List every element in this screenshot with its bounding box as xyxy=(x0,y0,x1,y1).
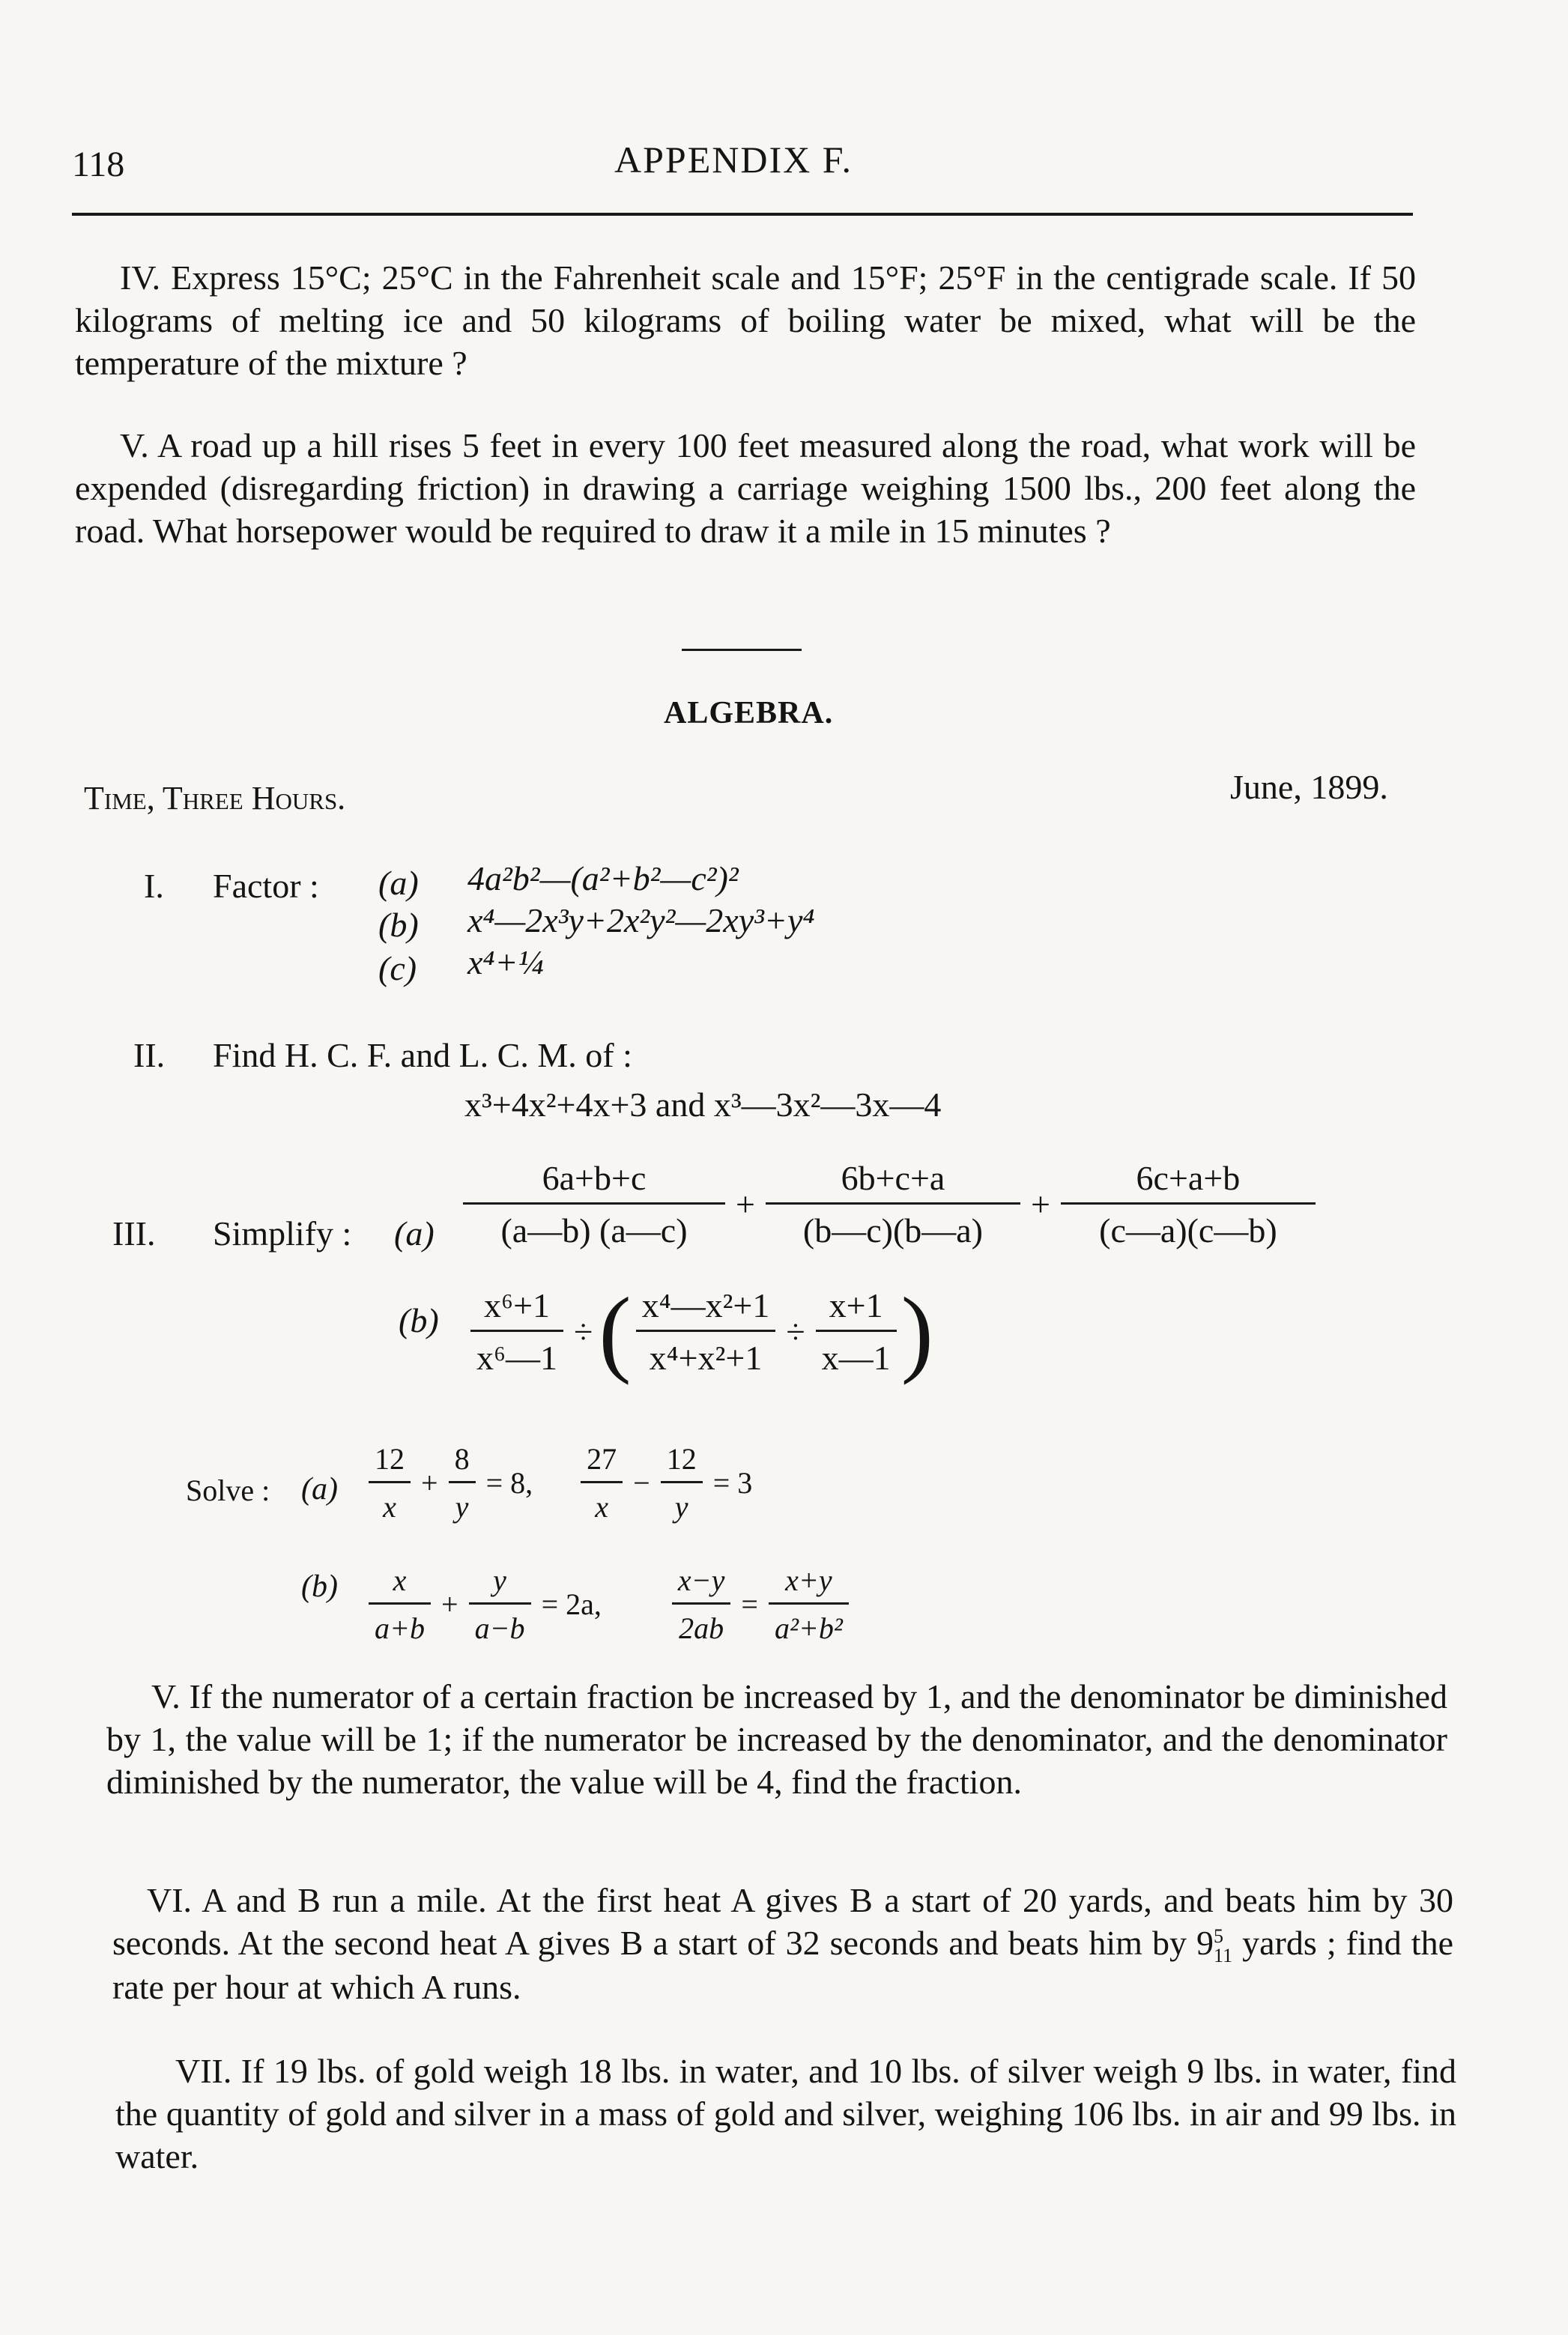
numerator: 27 xyxy=(581,1441,623,1483)
numerator: 6c+a+b xyxy=(1061,1158,1316,1205)
equals-sign: = xyxy=(741,1587,758,1621)
fraction xyxy=(766,1158,1020,1250)
fraction xyxy=(816,1285,897,1378)
question-number: IV. xyxy=(120,258,161,297)
denominator: a−b xyxy=(474,1611,525,1645)
physics-question-4 xyxy=(75,256,1416,384)
numerator: x+y xyxy=(769,1563,849,1605)
denominator: x—1 xyxy=(821,1339,891,1377)
minus-sign: − xyxy=(633,1466,650,1500)
fraction xyxy=(636,1285,776,1378)
question-text: Express 15°C; 25°C in the Fahrenheit scale and 15°F; 25°F in the centigrade scale. If 50 kilograms of melting ice and 50 kilograms of boiling water be mixed, what will be the temperature of the mixture ? xyxy=(75,258,1416,382)
q1-b-expr: x⁴—2x³y+2x²y²—2xy³+y⁴ xyxy=(467,901,815,939)
numerator: 12 xyxy=(661,1441,703,1483)
q2-expression: x³+4x²+4x+3 and x³—3x²—3x—4 xyxy=(464,1085,942,1124)
plus-sign: + xyxy=(421,1466,438,1500)
algebra-question-5 xyxy=(106,1675,1447,1803)
algebra-q1-label: Factor : xyxy=(213,867,319,905)
equation-rhs: = 2a, xyxy=(541,1587,602,1621)
equation-rhs: = 8, xyxy=(485,1466,533,1500)
algebra-question-7 xyxy=(115,2050,1456,2178)
denominator: x xyxy=(383,1490,396,1524)
question-number: VI. xyxy=(147,1881,193,1919)
question-text-end: yards ; find the rate per hour at which A runs. xyxy=(112,1924,1453,2007)
physics-question-5 xyxy=(75,424,1416,552)
q3-a-label: (a) xyxy=(394,1214,435,1253)
fraction-numerator: 5 xyxy=(1214,1925,1224,1948)
mixed-fraction xyxy=(1214,1927,1232,1966)
question-number: VII. xyxy=(175,2052,232,2090)
fraction xyxy=(470,1285,563,1378)
denominator: y xyxy=(455,1490,469,1524)
question-text: If 19 lbs. of gold weigh 18 lbs. in water, and 10 lbs. of silver weigh 9 lbs. in water, find the quantity of gold and silver in a mass of gold and silver, weighing 106 lbs. in air and 99 lbs. in water. xyxy=(115,2052,1456,2175)
q1-a-label: (a) xyxy=(378,864,419,902)
plus-sign: + xyxy=(441,1587,458,1621)
q1-c-expr: x⁴+¼ xyxy=(467,943,544,981)
algebra-q3-label: Simplify : xyxy=(213,1214,352,1253)
numerator: 6a+b+c xyxy=(463,1158,725,1205)
fraction xyxy=(672,1563,731,1646)
question-number: V. xyxy=(151,1677,181,1715)
q3-b-expression xyxy=(466,1277,933,1386)
running-title: APPENDIX F. xyxy=(614,139,853,181)
q4-b-equations xyxy=(364,1563,853,1646)
numerator: 12 xyxy=(369,1441,411,1483)
time-allowed: Time, Three Hours. xyxy=(84,780,346,817)
denominator: 2ab xyxy=(679,1611,724,1645)
section-divider xyxy=(682,649,802,651)
plus-sign: + xyxy=(736,1185,755,1223)
question-text: If the numerator of a certain fraction be increased by 1, and the denominator be diminished by 1, the value will be 1; if the numerator be increased by the denominator, and the denominator diminished by the numerator, the value will be 4, find the fraction. xyxy=(106,1677,1448,1801)
q1-c-label: (c) xyxy=(378,949,417,987)
equation-rhs: = 3 xyxy=(712,1466,753,1500)
algebra-q1-number: I. xyxy=(144,867,164,905)
denominator: y xyxy=(674,1490,688,1524)
algebra-q3-number: III. xyxy=(112,1214,156,1253)
q1-a-expr: 4a²b²—(a²+b²—c²)² xyxy=(467,859,739,897)
denominator: x xyxy=(595,1490,608,1524)
q1-b-label: (b) xyxy=(378,906,419,944)
plus-sign: + xyxy=(1030,1185,1050,1223)
denominator: a+b xyxy=(375,1611,425,1645)
left-parenthesis: ( xyxy=(599,1277,632,1386)
numerator: y xyxy=(469,1563,531,1605)
numerator: x−y xyxy=(672,1563,731,1605)
denominator: (b—c)(b—a) xyxy=(802,1211,983,1250)
numerator: 6b+c+a xyxy=(766,1158,1020,1205)
algebra-q2-label: Find H. C. F. and L. C. M. of : xyxy=(213,1036,632,1074)
q4-b-label: (b) xyxy=(301,1569,338,1604)
algebra-question-6 xyxy=(112,1879,1453,2008)
algebra-q2-number: II. xyxy=(133,1036,166,1074)
q4-a-equations xyxy=(364,1441,758,1524)
q4-a-label: (a) xyxy=(301,1472,338,1506)
question-text: A road up a hill rises 5 feet in every 100 feet measured along the road, what work will be expended (disregarding friction) in drawing a carriage weighing 1500 lbs., 200 feet along the road. What horsepower would be required to draw it a mile in 15 minutes ? xyxy=(75,426,1416,550)
fraction xyxy=(1061,1158,1316,1250)
numerator: x⁴—x²+1 xyxy=(636,1285,776,1332)
q3-b-label: (b) xyxy=(399,1301,439,1339)
denominator: (c—a)(c—b) xyxy=(1099,1211,1277,1250)
numerator: x+1 xyxy=(816,1285,897,1332)
denominator: a²+b² xyxy=(774,1611,843,1645)
question-text: A and B run a mile. At the first heat A gives B a start of 20 yards, and beats him by 30 seconds. At the second heat A gives B a start of 32 seconds and beats him by 9 xyxy=(112,1881,1453,1962)
fraction xyxy=(369,1441,411,1524)
denominator: x⁶—1 xyxy=(476,1339,558,1377)
q3-a-expression xyxy=(458,1158,1320,1250)
header-rule xyxy=(72,213,1413,216)
fraction xyxy=(449,1441,476,1524)
fraction xyxy=(581,1441,623,1524)
fraction xyxy=(769,1563,849,1646)
question-number: V. xyxy=(120,426,149,464)
right-parenthesis: ) xyxy=(900,1277,933,1386)
section-title: ALGEBRA. xyxy=(664,696,834,730)
denominator: (a—b) (a—c) xyxy=(500,1211,688,1250)
numerator: x xyxy=(369,1563,431,1605)
exam-date: June, 1899. xyxy=(1230,768,1388,806)
fraction xyxy=(463,1158,725,1250)
division-sign: ÷ xyxy=(574,1312,593,1351)
fraction xyxy=(369,1563,431,1646)
fraction-denominator: 11 xyxy=(1214,1945,1233,1967)
page-number: 118 xyxy=(72,145,125,184)
denominator: x⁴+x²+1 xyxy=(649,1339,763,1377)
fraction xyxy=(661,1441,703,1524)
algebra-q4-label: Solve : xyxy=(186,1474,270,1507)
division-sign: ÷ xyxy=(786,1312,805,1351)
numerator: 8 xyxy=(449,1441,476,1483)
fraction xyxy=(469,1563,531,1646)
numerator: x⁶+1 xyxy=(470,1285,563,1332)
